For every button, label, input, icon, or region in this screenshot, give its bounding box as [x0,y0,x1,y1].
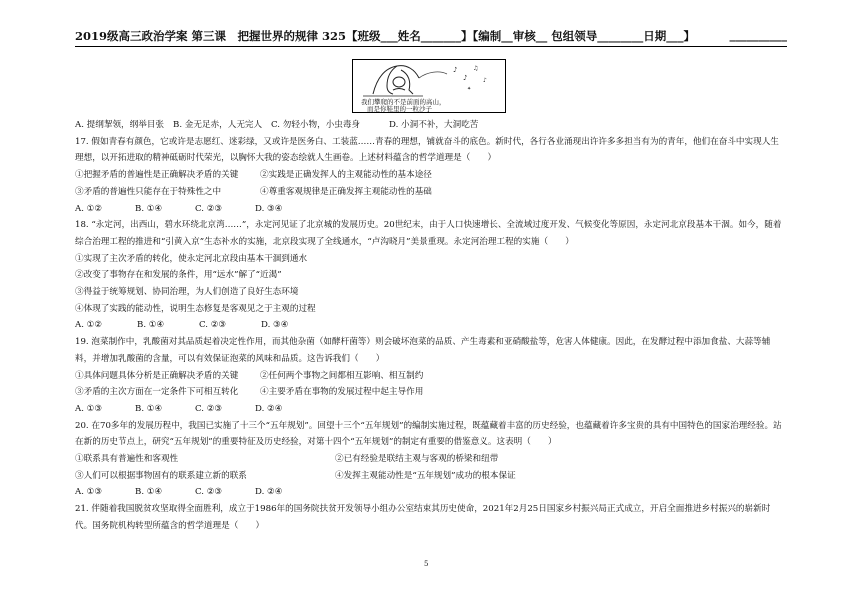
q16-option-b: B. 金无足赤，人无完人 [173,120,263,130]
svg-text:♪: ♪ [483,77,487,84]
q17-item-1: ①把握矛盾的普遍性是正确解决矛盾的关键 [75,170,239,181]
q18-choice-a: A. ①② [75,320,103,331]
q18-choices [75,317,787,334]
q16-options [75,117,787,134]
q17-choice-c: C. ②③ [195,203,223,214]
q17-item-4: ④尊重客观规律是正确发挥主观能动性的基础 [260,186,432,197]
q18-choice-b: B. ①④ [137,320,165,331]
question-list [75,117,787,535]
q20-choice-c: C. ②③ [195,487,223,498]
q19-stem: 19. 泡菜制作中，乳酸菌对其品质起着决定性作用，而其他杂菌（如酵杆菌等）则会破坏泡菜的品质、产生毒素和亚硝酸盐等，危害人体健康。因此，在发酵过程中添加食盐、大蒜等辅料，并增加乳酸菌的含量，可以有效保证泡菜的风味和品质。这告诉我们（ ） [75,337,771,364]
q17-choices [75,201,787,218]
q19-choice-d: D. ②④ [255,403,283,414]
header-title: 2019级高三政治学案 第三课 把握世界的规律 325【班级___姓名_______】【编制__审核__ 包组领导________日期___】 [75,29,696,43]
svg-text:♫: ♫ [473,65,479,72]
q19-items-row2 [75,384,787,401]
q20-item-1: ①联系具有普遍性和客观性 [75,454,179,465]
q17-choice-d: D. ③④ [255,203,283,214]
q18-item-4: ④体现了实践的能动性，说明生态修复是客观见之于主观的过程 [75,303,316,314]
svg-text:♪: ♪ [453,66,458,74]
q18-choice-d: D. ③④ [261,320,289,331]
q19-choice-c: C. ②③ [195,403,223,414]
page-number: 5 [424,560,429,568]
q19-choices [75,401,787,418]
q19-choice-a: A. ①③ [75,403,103,414]
q20-choice-a: A. ①③ [75,487,103,498]
q17-choice-a: A. ①② [75,203,103,214]
q19-item-3: ③矛盾的主次方面在一定条件下可相互转化 [75,387,239,398]
svg-text:✦: ✦ [467,86,472,92]
q17-stem: 17. 假如青春有颜色，它或许是志愿红、迷彩绿，又或许是医务白、工装蓝……青春的理想，铺就奋斗的底色。新时代，各行各业涌现出许许多多担当有为的青年，他们在奋斗中实现人生理想，以开拓进取的精神砥砺时代荣光，以胸怀大我的姿态绘就人生画卷。上述材料蕴含的哲学道理是（ ） [75,136,779,164]
q17-item-2: ②实践是正确发挥人的主观能动性的基本途径 [260,170,432,181]
q19-choice-b: B. ①④ [135,403,163,414]
q18-item-2: ②改变了事物存在和发展的条件，用“远水”解了“近渴” [75,270,282,281]
header-rule [75,46,787,47]
q20-stem: 20. 在70多年的发展历程中，我国已实施了十三个“五年规划”。回望十三个“五年规划”的编制实施过程，既蕴藏着丰富的历史经验，也蕴藏着许多宝贵的具有中国特色的国家治理经验。站在新的历史节点上，研究“五年规划”的重要特征及历史经验，对第十四个“五年规划”的制定有重要的借鉴意义。这表明（ ） [75,420,782,448]
q19-item-1: ①具体问题具体分析是正确解决矛盾的关键 [75,370,239,381]
q17-items-row1 [75,167,787,184]
q17-choice-b: B. ①④ [135,203,163,214]
q16-option-a: A. 提纲挈领，纲举目张 [75,120,165,130]
q20-item-2: ②已有经验是联结主观与客观的桥梁和纽带 [335,454,499,465]
header-tail-blank: __________ [729,28,787,42]
q16-option-d: D. 小洞不补，大洞吃苦 [389,120,479,130]
q18-choice-c: C. ②③ [199,320,227,331]
cartoon-caption-line2: 而是你鞋里的一粒沙子 [367,105,432,112]
q20-choice-b: B. ①④ [135,487,163,498]
q20-items-row1 [75,451,787,468]
q19-items-row1 [75,368,787,385]
q18-stem: 18. “永定河，出西山，碧水环绕北京湾……”，永定河见证了北京城的发展历史。20世纪末，由于人口快速增长、全流域过度开发、气候变化等原因，永定河北京段基本干涸。如今，随着综合治理工程的推进和“引黄入京”生态补水的实施，北京段实现了全线通水，“卢沟晓月”美景重现。永定河治理工程的实施（ ） [75,220,782,247]
q18-item-3: ③得益于统筹规划、协同治理，为人们创造了良好生态环境 [75,287,299,298]
q16-option-c: C. 勿轻小物，小虫毒身 [271,120,361,130]
q20-choices [75,484,787,501]
q21-stem: 21. 伴随着我国脱贫攻坚取得全面胜利，成立于1986年的国务院扶贫开发领导小组办公室结束其历史使命，2021年2月25日国家乡村振兴局正式成立，开启全面推进乡村振兴的崭新时代。国务院机构转型所蕴含的哲学道理是（ ） [75,504,771,531]
q19-item-4: ④主要矛盾在事物的发展过程中起主导作用 [260,387,424,398]
q17-item-3: ③矛盾的普遍性只能存在于特殊性之中 [75,186,222,197]
cartoon-caption-line1: 我们攀爬的不是前面的高山， [361,98,446,106]
cartoon-image [352,59,506,113]
q17-items-row2 [75,184,787,201]
worksheet-header [75,28,787,44]
q19-item-2: ②任何两个事物之间都相互影响、相互制约 [260,370,424,381]
cartoon-drawing [353,60,505,112]
q20-item-3: ③人们可以根据事物固有的联系建立新的联系 [75,470,247,481]
q20-item-4: ④发挥主观能动性是“五年规划”成功的根本保证 [335,470,516,481]
q18-item-1: ①实现了主次矛盾的转化，使永定河北京段由基本干涸到通水 [75,253,308,264]
q20-choice-d: D. ②④ [255,487,283,498]
q20-items-row2 [75,468,787,485]
svg-text:♪: ♪ [463,74,468,82]
